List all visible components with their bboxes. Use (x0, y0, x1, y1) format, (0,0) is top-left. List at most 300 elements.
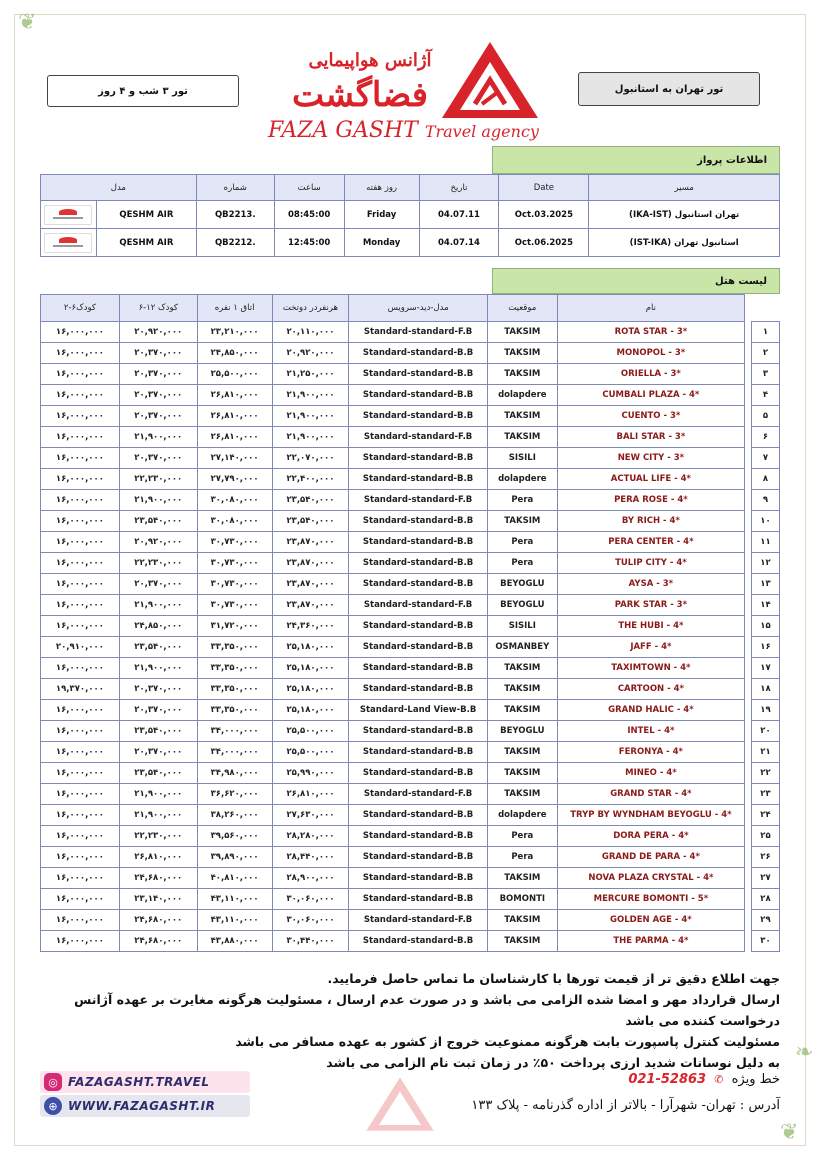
hotel-row (41, 868, 780, 889)
hotel-name: PERA CENTER - 4* (557, 532, 744, 553)
service: Standard-standard-B.B (349, 448, 488, 469)
logo-fa-subtitle: آژانس هواپیمایی (308, 50, 432, 71)
service: Standard-Land View-B.B (349, 700, 488, 721)
child-6-12-price: ۲۱,۹۰۰,۰۰۰ (119, 658, 197, 679)
location: TAKSIM (487, 343, 557, 364)
header-time: ساعت (274, 175, 344, 201)
single-price: ۳۳,۳۵۰,۰۰۰ (197, 700, 272, 721)
child-2-6-price: ۱۶,۰۰۰,۰۰۰ (41, 763, 120, 784)
hotel-row (41, 427, 780, 448)
row-number: ۲۶ (752, 847, 780, 868)
child-6-12-price: ۲۰,۳۷۰,۰۰۰ (119, 343, 197, 364)
service: Standard-standard-F.B (349, 427, 488, 448)
child-6-12-price: ۲۰,۳۷۰,۰۰۰ (119, 742, 197, 763)
service: Standard-standard-B.B (349, 616, 488, 637)
location: BEYOGLU (487, 595, 557, 616)
child-6-12-price: ۲۰,۳۷۰,۰۰۰ (119, 574, 197, 595)
child-2-6-price: ۱۶,۰۰۰,۰۰۰ (41, 406, 120, 427)
service: Standard-standard-B.B (349, 364, 488, 385)
row-number: ۲۵ (752, 826, 780, 847)
single-price: ۲۴,۸۵۰,۰۰۰ (197, 343, 272, 364)
flight-model: QESHM AIR (96, 201, 196, 229)
row-number: ۱۱ (752, 532, 780, 553)
child-6-12-price: ۲۴,۶۸۰,۰۰۰ (119, 910, 197, 931)
single-price: ۳۰,۷۳۰,۰۰۰ (197, 574, 272, 595)
hotel-row (41, 448, 780, 469)
instagram-handle: FAZAGASHT.TRAVEL (68, 1075, 210, 1089)
child-6-12-price: ۲۰,۳۷۰,۰۰۰ (119, 679, 197, 700)
row-number: ۱۲ (752, 553, 780, 574)
row-spacer (745, 616, 752, 637)
hotel-name: CUENTO - 3* (557, 406, 744, 427)
hotel-name: TAXIMTOWN - 4* (557, 658, 744, 679)
location: TAKSIM (487, 511, 557, 532)
single-price: ۴۰,۸۱۰,۰۰۰ (197, 868, 272, 889)
hotel-name: AYSA - 3* (557, 574, 744, 595)
child-2-6-price: ۱۶,۰۰۰,۰۰۰ (41, 931, 120, 952)
instagram-link[interactable] (40, 1071, 250, 1093)
double-price: ۳۰,۰۶۰,۰۰۰ (272, 889, 349, 910)
child-2-6-price: ۱۶,۰۰۰,۰۰۰ (41, 469, 120, 490)
service: Standard-standard-F.B (349, 490, 488, 511)
hotel-section-title: لیست هتل (492, 268, 780, 294)
location: Pera (487, 532, 557, 553)
location: Pera (487, 826, 557, 847)
hotel-name: DORA PERA - 4* (557, 826, 744, 847)
single-price: ۳۳,۳۵۰,۰۰۰ (197, 637, 272, 658)
double-price: ۲۵,۱۸۰,۰۰۰ (272, 637, 349, 658)
hotel-row (41, 553, 780, 574)
child-6-12-price: ۲۴,۶۸۰,۰۰۰ (119, 868, 197, 889)
flight-row (41, 201, 780, 229)
double-price: ۳۰,۰۶۰,۰۰۰ (272, 910, 349, 931)
hotel-name: GRAND DE PARA - 4* (557, 847, 744, 868)
hotel-row (41, 847, 780, 868)
instagram-icon: ◎ (44, 1073, 62, 1091)
location: SISILI (487, 616, 557, 637)
single-price: ۳۰,۷۳۰,۰۰۰ (197, 532, 272, 553)
single-price: ۳۹,۵۶۰,۰۰۰ (197, 826, 272, 847)
watermark-logo-icon (365, 1075, 435, 1133)
double-price: ۲۰,۱۱۰,۰۰۰ (272, 322, 349, 343)
child-6-12-price: ۲۰,۳۷۰,۰۰۰ (119, 448, 197, 469)
hotel-name: ROTA STAR - 3* (557, 322, 744, 343)
flight-route: استانبول تهران (IST-IKA) (589, 229, 780, 257)
child-2-6-price: ۱۶,۰۰۰,۰۰۰ (41, 847, 120, 868)
airline-logo-icon (41, 229, 97, 257)
hotel-row (41, 385, 780, 406)
vine-ornament: ❦ (780, 1120, 799, 1145)
row-spacer (745, 364, 752, 385)
hotel-row (41, 700, 780, 721)
child-2-6-price: ۱۶,۰۰۰,۰۰۰ (41, 322, 120, 343)
hotel-row (41, 721, 780, 742)
child-2-6-price: ۱۶,۰۰۰,۰۰۰ (41, 574, 120, 595)
child-2-6-price: ۱۶,۰۰۰,۰۰۰ (41, 532, 120, 553)
service: Standard-standard-B.B (349, 742, 488, 763)
single-price: ۳۴,۰۰۰,۰۰۰ (197, 721, 272, 742)
hotel-row (41, 364, 780, 385)
row-number: ۲۸ (752, 889, 780, 910)
note-line: مسئولیت کنترل پاسپورت بابت هرگونه ممنوعیت خروج از کشور به عهده مسافر می باشد (235, 1034, 780, 1049)
hotel-row (41, 616, 780, 637)
row-number: ۲۰ (752, 721, 780, 742)
flight-route: تهران استانبول (IKA-IST) (589, 201, 780, 229)
location: BEYOGLU (487, 721, 557, 742)
service: Standard-standard-B.B (349, 511, 488, 532)
double-price: ۲۸,۲۸۰,۰۰۰ (272, 826, 349, 847)
child-2-6-price: ۱۶,۰۰۰,۰۰۰ (41, 595, 120, 616)
website-link[interactable] (40, 1095, 250, 1117)
child-6-12-price: ۲۳,۵۴۰,۰۰۰ (119, 763, 197, 784)
child-2-6-price: ۱۶,۰۰۰,۰۰۰ (41, 826, 120, 847)
row-number: ۶ (752, 427, 780, 448)
header-single-room: اتاق ۱ نفره (197, 295, 272, 322)
double-price: ۲۸,۹۰۰,۰۰۰ (272, 868, 349, 889)
hotel-row (41, 511, 780, 532)
location: TAKSIM (487, 931, 557, 952)
service: Standard-standard-B.B (349, 532, 488, 553)
hotel-name: INTEL - 4* (557, 721, 744, 742)
hotel-name: CARTOON - 4* (557, 679, 744, 700)
child-6-12-price: ۲۲,۲۳۰,۰۰۰ (119, 469, 197, 490)
child-6-12-price: ۲۱,۹۰۰,۰۰۰ (119, 595, 197, 616)
vine-ornament: ❦ (18, 10, 37, 35)
row-spacer (745, 931, 752, 952)
flight-model: QESHM AIR (96, 229, 196, 257)
child-2-6-price: ۱۶,۰۰۰,۰۰۰ (41, 784, 120, 805)
hotel-name: GRAND HALIC - 4* (557, 700, 744, 721)
child-6-12-price: ۲۰,۳۷۰,۰۰۰ (119, 406, 197, 427)
location: TAKSIM (487, 658, 557, 679)
location: Pera (487, 490, 557, 511)
double-price: ۲۱,۹۰۰,۰۰۰ (272, 427, 349, 448)
double-price: ۲۵,۱۸۰,۰۰۰ (272, 679, 349, 700)
single-price: ۲۶,۸۱۰,۰۰۰ (197, 406, 272, 427)
child-6-12-price: ۲۳,۵۴۰,۰۰۰ (119, 511, 197, 532)
row-number: ۱۳ (752, 574, 780, 595)
child-6-12-price: ۲۳,۱۴۰,۰۰۰ (119, 889, 197, 910)
hotel-name: THE PARMA - 4* (557, 931, 744, 952)
row-number: ۱۶ (752, 637, 780, 658)
row-spacer (745, 910, 752, 931)
service: Standard-standard-B.B (349, 679, 488, 700)
logo-fa-title: فضاگشت (292, 75, 428, 115)
logo-triangle-icon (440, 40, 540, 120)
header-double-room: هرنفردر دوتخت (272, 295, 349, 322)
single-price: ۳۰,۰۸۰,۰۰۰ (197, 490, 272, 511)
double-price: ۲۷,۶۳۰,۰۰۰ (272, 805, 349, 826)
child-6-12-price: ۲۰,۳۷۰,۰۰۰ (119, 385, 197, 406)
service: Standard-standard-F.B (349, 910, 488, 931)
header-date: Date (499, 175, 589, 201)
single-price: ۴۳,۱۱۰,۰۰۰ (197, 889, 272, 910)
location: Pera (487, 553, 557, 574)
header-fa-date: تاریخ (419, 175, 499, 201)
double-price: ۲۴,۳۶۰,۰۰۰ (272, 616, 349, 637)
single-price: ۴۳,۸۸۰,۰۰۰ (197, 931, 272, 952)
row-spacer (745, 322, 752, 343)
flight-fa-date: 04.07.11 (419, 201, 499, 229)
child-2-6-price: ۱۶,۰۰۰,۰۰۰ (41, 364, 120, 385)
website-url: WWW.FAZAGASHT.IR (68, 1099, 216, 1113)
child-6-12-price: ۲۳,۵۴۰,۰۰۰ (119, 721, 197, 742)
hotel-name: ACTUAL LIFE - 4* (557, 469, 744, 490)
row-spacer (745, 742, 752, 763)
location: TAKSIM (487, 406, 557, 427)
double-price: ۲۵,۵۰۰,۰۰۰ (272, 742, 349, 763)
single-price: ۳۰,۷۳۰,۰۰۰ (197, 595, 272, 616)
service: Standard-standard-B.B (349, 553, 488, 574)
child-2-6-price: ۱۶,۰۰۰,۰۰۰ (41, 511, 120, 532)
double-price: ۲۲,۴۰۰,۰۰۰ (272, 469, 349, 490)
tour-route-box: تور تهران به استانبول (578, 72, 760, 106)
hotel-row (41, 490, 780, 511)
row-spacer (745, 511, 752, 532)
hotel-row (41, 406, 780, 427)
hotline (628, 1072, 780, 1087)
hotel-row (41, 784, 780, 805)
double-price: ۲۰,۹۲۰,۰۰۰ (272, 343, 349, 364)
header-route: مسیر (589, 175, 780, 201)
single-price: ۳۶,۶۲۰,۰۰۰ (197, 784, 272, 805)
child-2-6-price: ۱۶,۰۰۰,۰۰۰ (41, 742, 120, 763)
location: TAKSIM (487, 322, 557, 343)
child-2-6-price: ۱۶,۰۰۰,۰۰۰ (41, 343, 120, 364)
note-line: ارسال قرارداد مهر و امضا شده الزامی می باشد و در صورت عدم ارسال ، مسئولیت هرگونه مغایرت بر عهده آژانس درخواست کننده می باشد (74, 992, 780, 1028)
location: Pera (487, 847, 557, 868)
row-number: ۲۷ (752, 868, 780, 889)
flight-date: Oct.06.2025 (499, 229, 589, 257)
double-price: ۲۱,۲۵۰,۰۰۰ (272, 364, 349, 385)
hotel-name: FERONYA - 4* (557, 742, 744, 763)
flight-fa-date: 04.07.14 (419, 229, 499, 257)
service: Standard-standard-B.B (349, 343, 488, 364)
service: Standard-standard-B.B (349, 721, 488, 742)
single-price: ۳۰,۷۳۰,۰۰۰ (197, 553, 272, 574)
single-price: ۲۷,۷۹۰,۰۰۰ (197, 469, 272, 490)
hotel-name: MINEO - 4* (557, 763, 744, 784)
header-child-6-12: کودک ۱۲-۶ (119, 295, 197, 322)
single-price: ۲۶,۸۱۰,۰۰۰ (197, 385, 272, 406)
row-spacer (745, 595, 752, 616)
child-2-6-price: ۱۶,۰۰۰,۰۰۰ (41, 805, 120, 826)
hotel-row (41, 679, 780, 700)
child-6-12-price: ۲۱,۹۰۰,۰۰۰ (119, 490, 197, 511)
flight-number: QB2212. (196, 229, 274, 257)
row-spacer (745, 721, 752, 742)
child-2-6-price: ۱۶,۰۰۰,۰۰۰ (41, 490, 120, 511)
service: Standard-standard-B.B (349, 826, 488, 847)
double-price: ۲۳,۸۷۰,۰۰۰ (272, 532, 349, 553)
service: Standard-standard-B.B (349, 805, 488, 826)
hotel-name: TRYP BY WYNDHAM BEYOGLU - 4* (557, 805, 744, 826)
child-6-12-price: ۲۱,۹۰۰,۰۰۰ (119, 784, 197, 805)
child-2-6-price: ۱۶,۰۰۰,۰۰۰ (41, 385, 120, 406)
hotel-name: GRAND STAR - 4* (557, 784, 744, 805)
double-price: ۲۳,۸۷۰,۰۰۰ (272, 553, 349, 574)
location: BOMONTI (487, 889, 557, 910)
address: آدرس : تهران- شهرآرا - بالاتر از اداره گذرنامه - پلاک ۱۳۳ (471, 1098, 780, 1113)
double-price: ۲۱,۹۰۰,۰۰۰ (272, 385, 349, 406)
row-number: ۵ (752, 406, 780, 427)
location: TAKSIM (487, 784, 557, 805)
row-number: ۲۳ (752, 784, 780, 805)
location: TAKSIM (487, 364, 557, 385)
row-number: ۲۴ (752, 805, 780, 826)
row-spacer (745, 574, 752, 595)
row-spacer (745, 532, 752, 553)
hotel-row (41, 826, 780, 847)
row-number: ۸ (752, 469, 780, 490)
service: Standard-standard-B.B (349, 847, 488, 868)
service: Standard-standard-B.B (349, 385, 488, 406)
hotel-name: BY RICH - 4* (557, 511, 744, 532)
hotel-name: BALI STAR - 3* (557, 427, 744, 448)
child-2-6-price: ۱۶,۰۰۰,۰۰۰ (41, 448, 120, 469)
header-weekday: روز هفته (344, 175, 419, 201)
child-6-12-price: ۲۱,۹۰۰,۰۰۰ (119, 427, 197, 448)
row-spacer (745, 658, 752, 679)
double-price: ۲۱,۹۰۰,۰۰۰ (272, 406, 349, 427)
location: dolapdere (487, 469, 557, 490)
hotel-row (41, 763, 780, 784)
service: Standard-standard-F.B (349, 784, 488, 805)
row-spacer (745, 847, 752, 868)
service: Standard-standard-B.B (349, 574, 488, 595)
service: Standard-standard-B.B (349, 406, 488, 427)
flight-time: 08:45:00 (274, 201, 344, 229)
hotel-row (41, 637, 780, 658)
single-price: ۲۳,۲۱۰,۰۰۰ (197, 322, 272, 343)
row-spacer (745, 385, 752, 406)
row-number: ۲۱ (752, 742, 780, 763)
hotel-name: GOLDEN AGE - 4* (557, 910, 744, 931)
row-spacer (745, 469, 752, 490)
flight-weekday: Friday (344, 201, 419, 229)
row-number: ۲۲ (752, 763, 780, 784)
child-2-6-price: ۱۶,۰۰۰,۰۰۰ (41, 700, 120, 721)
child-6-12-price: ۲۰,۳۷۰,۰۰۰ (119, 364, 197, 385)
row-number: ۲ (752, 343, 780, 364)
row-number: ۹ (752, 490, 780, 511)
hotel-row (41, 805, 780, 826)
hotel-row (41, 595, 780, 616)
header-child-2-6: کودک۶-۲ (41, 295, 120, 322)
double-price: ۲۵,۱۸۰,۰۰۰ (272, 658, 349, 679)
single-price: ۳۴,۰۰۰,۰۰۰ (197, 742, 272, 763)
child-6-12-price: ۲۲,۲۳۰,۰۰۰ (119, 826, 197, 847)
location: TAKSIM (487, 742, 557, 763)
double-price: ۲۶,۸۱۰,۰۰۰ (272, 784, 349, 805)
service: Standard-standard-B.B (349, 658, 488, 679)
child-2-6-price: ۱۶,۰۰۰,۰۰۰ (41, 868, 120, 889)
row-number: ۱۹ (752, 700, 780, 721)
hotel-row (41, 658, 780, 679)
row-spacer (745, 448, 752, 469)
location: TAKSIM (487, 679, 557, 700)
hotel-name: JAFF - 4* (557, 637, 744, 658)
row-number: ۳۰ (752, 931, 780, 952)
hotel-name: CUMBALI PLAZA - 4* (557, 385, 744, 406)
row-spacer (745, 868, 752, 889)
row-spacer (745, 637, 752, 658)
flight-header-row (41, 175, 780, 201)
hotel-name: NOVA PLAZA CRYSTAL - 4* (557, 868, 744, 889)
child-6-12-price: ۲۰,۳۷۰,۰۰۰ (119, 700, 197, 721)
row-number: ۱۴ (752, 595, 780, 616)
location: SISILI (487, 448, 557, 469)
row-spacer (745, 427, 752, 448)
row-spacer (745, 553, 752, 574)
flight-date: Oct.03.2025 (499, 201, 589, 229)
hotel-table (40, 294, 780, 952)
hotel-header-row (41, 295, 780, 322)
row-number: ۳ (752, 364, 780, 385)
double-price: ۲۳,۸۷۰,۰۰۰ (272, 574, 349, 595)
row-spacer (745, 763, 752, 784)
service: Standard-standard-B.B (349, 868, 488, 889)
hotel-row (41, 322, 780, 343)
service: Standard-standard-B.B (349, 637, 488, 658)
single-price: ۲۷,۱۴۰,۰۰۰ (197, 448, 272, 469)
double-price: ۲۵,۱۸۰,۰۰۰ (272, 700, 349, 721)
location: TAKSIM (487, 763, 557, 784)
single-price: ۲۶,۸۱۰,۰۰۰ (197, 427, 272, 448)
location: TAKSIM (487, 700, 557, 721)
hotel-name: MONOPOL - 3* (557, 343, 744, 364)
tour-duration-box: تور ۳ شب و ۴ روز (47, 75, 239, 107)
single-price: ۳۳,۳۵۰,۰۰۰ (197, 679, 272, 700)
location: dolapdere (487, 805, 557, 826)
child-6-12-price: ۲۰,۹۲۰,۰۰۰ (119, 322, 197, 343)
hotline-label: خط ویژه (731, 1072, 780, 1087)
child-6-12-price: ۲۴,۸۵۰,۰۰۰ (119, 616, 197, 637)
row-number: ۱۰ (752, 511, 780, 532)
flight-section-title: اطلاعات پرواز (492, 146, 780, 174)
hotel-row (41, 343, 780, 364)
flight-table (40, 174, 780, 257)
single-price: ۳۴,۹۸۰,۰۰۰ (197, 763, 272, 784)
hotel-row (41, 532, 780, 553)
row-spacer (745, 700, 752, 721)
single-price: ۳۱,۷۲۰,۰۰۰ (197, 616, 272, 637)
hotel-name: NEW CITY - 3* (557, 448, 744, 469)
row-number: ۴ (752, 385, 780, 406)
row-spacer (745, 889, 752, 910)
child-6-12-price: ۲۶,۸۱۰,۰۰۰ (119, 847, 197, 868)
row-spacer (745, 490, 752, 511)
flight-weekday: Monday (344, 229, 419, 257)
single-price: ۳۹,۸۹۰,۰۰۰ (197, 847, 272, 868)
child-2-6-price: ۱۹,۳۷۰,۰۰۰ (41, 679, 120, 700)
double-price: ۳۰,۴۴۰,۰۰۰ (272, 931, 349, 952)
double-price: ۲۲,۰۷۰,۰۰۰ (272, 448, 349, 469)
phone-number[interactable]: 021-52863 (628, 1072, 707, 1087)
location: TAKSIM (487, 868, 557, 889)
row-number: ۷ (752, 448, 780, 469)
flight-number: QB2213. (196, 201, 274, 229)
hotel-name: PARK STAR - 3* (557, 595, 744, 616)
double-price: ۲۸,۴۴۰,۰۰۰ (272, 847, 349, 868)
service: Standard-standard-B.B (349, 763, 488, 784)
child-2-6-price: ۱۶,۰۰۰,۰۰۰ (41, 721, 120, 742)
service: Standard-standard-B.B (349, 889, 488, 910)
globe-icon: ⊕ (44, 1097, 62, 1115)
header-model: مدل (41, 175, 197, 201)
hotel-row (41, 889, 780, 910)
hotel-name: TULIP CITY - 4* (557, 553, 744, 574)
